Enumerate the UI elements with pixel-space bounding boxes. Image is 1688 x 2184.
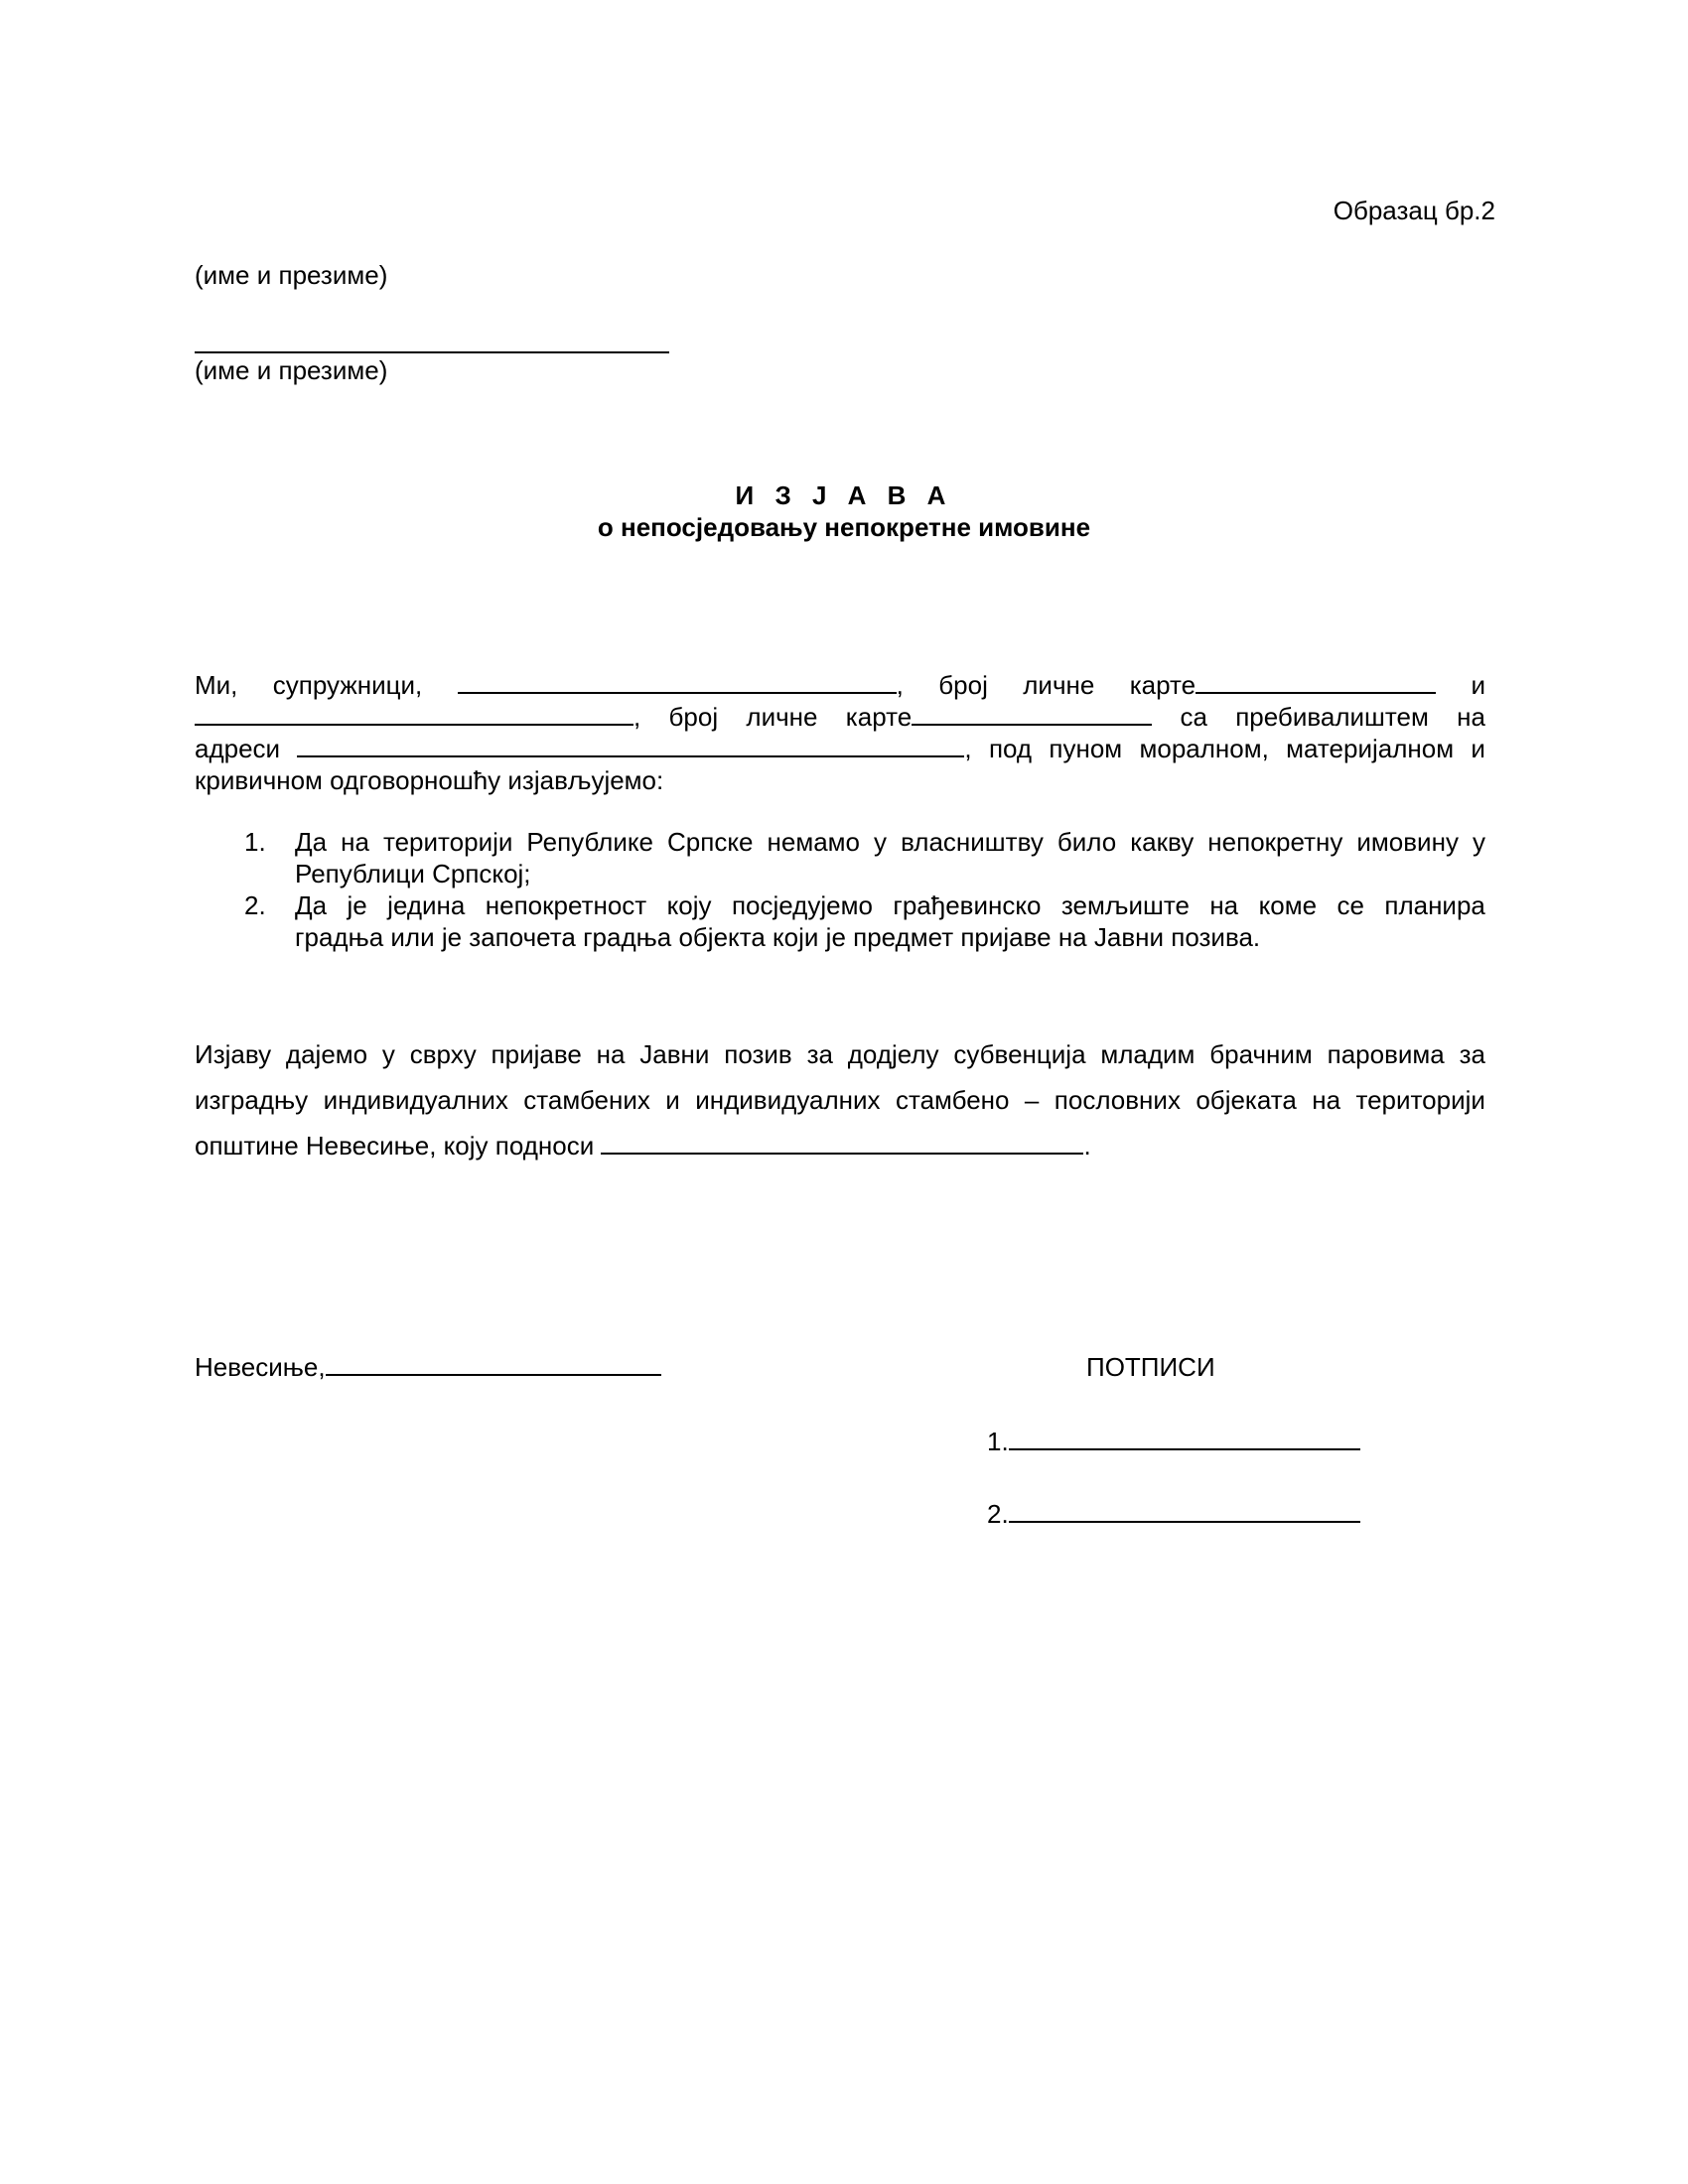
document-subtitle: о непосједовању непокретне имовине <box>597 512 1091 542</box>
declaration-word: за <box>1459 1039 1485 1069</box>
list-word: се <box>1336 890 1364 920</box>
declaration-word: у <box>381 1039 395 1069</box>
list-word: једина <box>387 890 466 920</box>
body-word: и <box>1471 734 1485 763</box>
address-field[interactable]: , <box>297 734 971 764</box>
list-word: у <box>874 827 888 857</box>
list-word: територији <box>382 827 513 857</box>
list-word: имовину <box>1356 827 1459 857</box>
body-word: личне <box>746 702 818 732</box>
name-blank-line[interactable] <box>195 328 669 353</box>
list-word: немамо <box>767 827 861 857</box>
list-word: Да <box>295 827 328 857</box>
list-item-number: 1. <box>244 827 266 857</box>
declaration-word: индивидуалних <box>695 1085 881 1115</box>
body-word: под <box>988 734 1033 763</box>
body-word: на <box>1457 702 1485 732</box>
list-word: Српске <box>667 827 754 857</box>
list-word: коју <box>666 890 712 920</box>
list-item-number: 2. <box>244 890 266 920</box>
body-word: број <box>938 670 988 700</box>
spouse1-id-field[interactable]: карте <box>1130 670 1436 701</box>
list-word: на <box>341 827 369 857</box>
body-word: и <box>1471 670 1485 700</box>
list-word: грађевинско <box>893 890 1042 920</box>
body-word: материјалном <box>1286 734 1455 763</box>
declaration-word: субвенција <box>953 1039 1086 1069</box>
list-word: какву <box>1130 827 1195 857</box>
list-item-1-line-1 <box>295 827 1485 858</box>
list-item-1-line-2: Републици Српској; <box>295 859 531 888</box>
name-label-1: (име и презиме) <box>195 260 388 290</box>
list-word: било <box>1056 827 1117 857</box>
declaration-word: на <box>1312 1085 1341 1115</box>
declaration-word: паровима <box>1327 1039 1445 1069</box>
declaration-word: пријаве <box>491 1039 582 1069</box>
list-word: Републике <box>526 827 653 857</box>
spouse2-id-field[interactable]: карте <box>846 702 1152 733</box>
document-title: И З Ј А В А <box>735 480 953 510</box>
signatures-title: ПОТПИСИ <box>1086 1352 1215 1382</box>
declaration-word: индивидуалних <box>323 1085 508 1115</box>
list-word: на <box>1209 890 1239 920</box>
declaration-word: позив <box>724 1039 792 1069</box>
declaration-word: брачним <box>1209 1039 1313 1069</box>
body-word: моралном, <box>1139 734 1269 763</box>
declaration-word: дајемо <box>285 1039 368 1069</box>
declaration-word: сврху <box>409 1039 477 1069</box>
body-line-4: кривичном одговорношћу изјављујемо: <box>195 765 664 795</box>
body-line-2 <box>195 702 1485 733</box>
declaration-word: пословних <box>1054 1085 1181 1115</box>
body-line-1 <box>195 670 1485 701</box>
declaration-word: за <box>806 1039 833 1069</box>
signature-line-2[interactable]: 2. <box>987 1499 1360 1530</box>
body-word: супружници, <box>272 670 423 700</box>
body-word: адреси <box>195 734 281 763</box>
list-word: је <box>347 890 367 920</box>
body-word: личне <box>1023 670 1095 700</box>
declaration-line-1 <box>195 1039 1485 1070</box>
list-word: непокретну <box>1207 827 1343 857</box>
spouse2-name-field[interactable]: , <box>195 702 640 733</box>
list-word: посједујемо <box>731 890 873 920</box>
form-number: Образац бр.2 <box>1333 196 1495 225</box>
declaration-word: Јавни <box>639 1039 710 1069</box>
list-item-2-line-1 <box>295 890 1485 921</box>
list-word: Да <box>295 890 328 920</box>
list-word: власништву <box>901 827 1044 857</box>
list-word: коме <box>1258 890 1318 920</box>
spouse1-name-field[interactable]: , <box>458 670 904 701</box>
place-date-field[interactable]: Невесиње, <box>195 1352 661 1383</box>
declaration-word: изградњу <box>195 1085 309 1115</box>
declaration-word: територији <box>1355 1085 1485 1115</box>
list-item-2-line-2: градња или је започета градња објекта који је предмет пријаве на Јавни позива. <box>295 922 1261 952</box>
declaration-word: на <box>596 1039 626 1069</box>
body-line-3 <box>195 734 1485 764</box>
declaration-line-3: општине Невесиње, коју подноси . <box>195 1131 1091 1160</box>
list-word: непокретност <box>485 890 647 920</box>
signature-line-1[interactable]: 1. <box>987 1427 1360 1457</box>
declaration-word: – <box>1024 1085 1040 1115</box>
declaration-word: Изјаву <box>195 1039 272 1069</box>
declaration-line-2 <box>195 1085 1485 1116</box>
body-word: број <box>668 702 719 732</box>
declaration-word: објеката <box>1196 1085 1297 1115</box>
declaration-word: младим <box>1100 1039 1196 1069</box>
body-word: пребивалиштем <box>1235 702 1429 732</box>
submitter-field[interactable] <box>601 1131 1083 1155</box>
declaration-word: додјелу <box>847 1039 939 1069</box>
list-word: планира <box>1384 890 1485 920</box>
list-word: земљиште <box>1060 890 1190 920</box>
name-label-2: (име и презиме) <box>195 355 388 385</box>
body-word: са <box>1180 702 1207 732</box>
list-word: у <box>1472 827 1485 857</box>
declaration-word: стамбених <box>523 1085 650 1115</box>
body-word: пуном <box>1049 734 1123 763</box>
declaration-word: и <box>665 1085 680 1115</box>
body-word: Ми, <box>195 670 238 700</box>
declaration-word: стамбено <box>895 1085 1010 1115</box>
